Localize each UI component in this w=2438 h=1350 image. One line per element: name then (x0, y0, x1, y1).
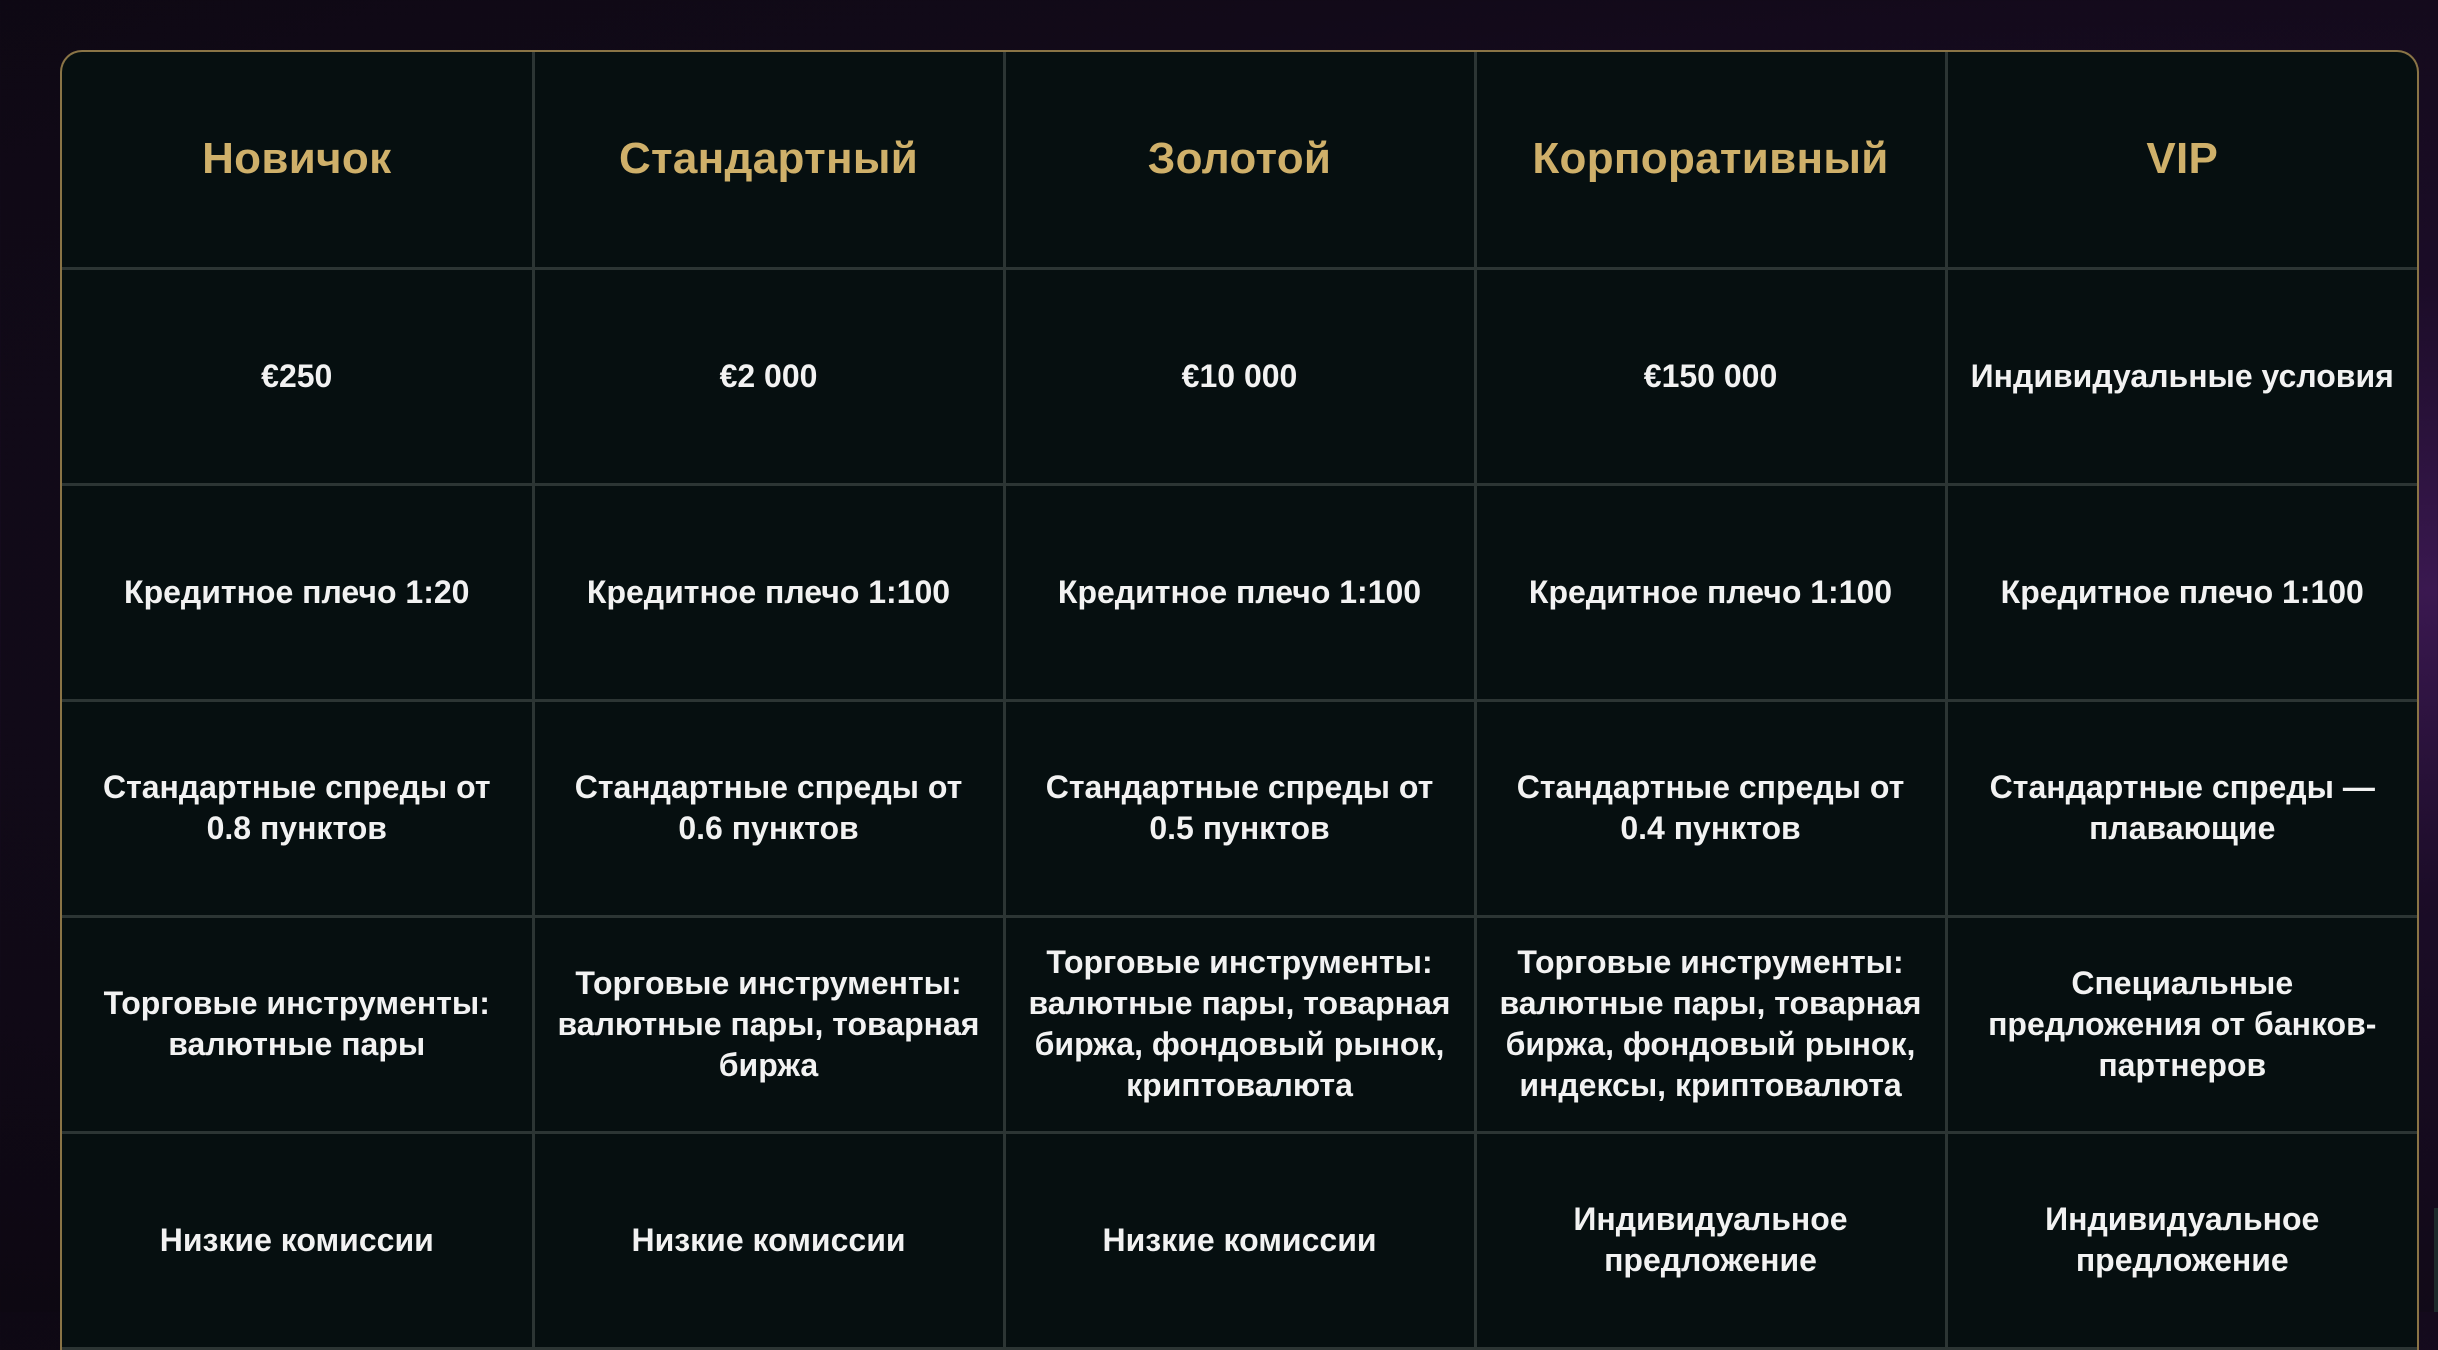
leverage-gold: Кредитное плечо 1:100 (1004, 484, 1475, 700)
tier-name-standard: Стандартный (533, 52, 1004, 268)
deposit-novice: €250 (62, 268, 533, 484)
leverage-novice: Кредитное плечо 1:20 (62, 484, 533, 700)
deposit-standard: €2 000 (533, 268, 1004, 484)
deposit-row (62, 268, 2417, 484)
commissions-standard: Низкие комиссии (533, 1132, 1004, 1348)
commissions-novice: Низкие комиссии (62, 1132, 533, 1348)
spreads-gold: Стандартные спреды от 0.5 пунктов (1004, 700, 1475, 916)
instruments-standard: Торговые инструменты: валютные пары, товарная биржа (533, 916, 1004, 1132)
instruments-corporate: Торговые инструменты: валютные пары, товарная биржа, фондовый рынок, индексы, криптовалюта (1475, 916, 1946, 1132)
deposit-gold: €10 000 (1004, 268, 1475, 484)
page-scrollbar-thumb[interactable] (2434, 1208, 2438, 1312)
leverage-vip: Кредитное плечо 1:100 (1946, 484, 2417, 700)
commissions-vip: Индивидуальное предложение (1946, 1132, 2417, 1348)
deposit-vip: Индивидуальные условия (1946, 268, 2417, 484)
spreads-vip: Стандартные спреды — плавающие (1946, 700, 2417, 916)
instruments-row (62, 916, 2417, 1132)
commissions-row (62, 1132, 2417, 1348)
leverage-corporate: Кредитное плечо 1:100 (1475, 484, 1946, 700)
tier-name-corporate: Корпоративный (1475, 52, 1946, 268)
leverage-row (62, 484, 2417, 700)
tier-header-row (62, 52, 2417, 268)
account-plans-table (62, 52, 2417, 1350)
tier-name-novice: Новичок (62, 52, 533, 268)
spreads-standard: Стандартные спреды от 0.6 пунктов (533, 700, 1004, 916)
instruments-gold: Торговые инструменты: валютные пары, товарная биржа, фондовый рынок, криптовалюта (1004, 916, 1475, 1132)
tier-name-vip: VIP (1946, 52, 2417, 268)
commissions-corporate: Индивидуальное предложение (1475, 1132, 1946, 1348)
tier-name-gold: Золотой (1004, 52, 1475, 268)
deposit-corporate: €150 000 (1475, 268, 1946, 484)
spreads-novice: Стандартные спреды от 0.8 пунктов (62, 700, 533, 916)
spreads-corporate: Стандартные спреды от 0.4 пунктов (1475, 700, 1946, 916)
leverage-standard: Кредитное плечо 1:100 (533, 484, 1004, 700)
account-plans-panel (60, 50, 2419, 1350)
instruments-novice: Торговые инструменты: валютные пары (62, 916, 533, 1132)
instruments-vip: Специальные предложения от банков-партнеров (1946, 916, 2417, 1132)
commissions-gold: Низкие комиссии (1004, 1132, 1475, 1348)
spreads-row (62, 700, 2417, 916)
